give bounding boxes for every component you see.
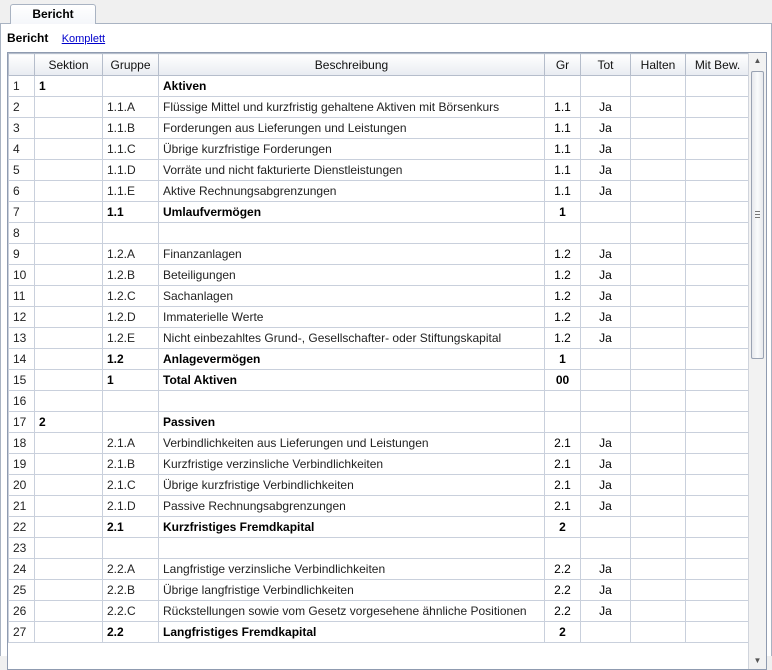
cell-sektion[interactable]: 2	[35, 412, 103, 433]
cell-gruppe[interactable]: 2.2.A	[103, 559, 159, 580]
table-row[interactable]	[9, 97, 750, 118]
column-header-gruppe[interactable]: Gruppe	[103, 54, 159, 76]
cell-halten[interactable]	[631, 118, 686, 139]
cell-mit-bew[interactable]	[686, 475, 750, 496]
table-row[interactable]	[9, 286, 750, 307]
table-body	[9, 76, 750, 643]
cell-tot[interactable]: Ja	[581, 286, 631, 307]
cell-sektion[interactable]	[35, 202, 103, 223]
cell-gr[interactable]: 2.2	[545, 559, 581, 580]
cell-halten[interactable]	[631, 328, 686, 349]
table-header-row	[9, 54, 750, 76]
cell-gruppe[interactable]: 1.1.B	[103, 118, 159, 139]
cell-beschreibung[interactable]: Finanzanlagen	[159, 244, 545, 265]
cell-mit-bew[interactable]	[686, 538, 750, 559]
row-number[interactable]: 11	[9, 286, 35, 307]
row-number-header[interactable]	[9, 54, 35, 76]
cell-tot[interactable]	[581, 391, 631, 412]
row-number[interactable]: 18	[9, 433, 35, 454]
cell-tot[interactable]: Ja	[581, 580, 631, 601]
table-row[interactable]	[9, 496, 750, 517]
cell-halten[interactable]	[631, 349, 686, 370]
table-row[interactable]	[9, 433, 750, 454]
table-row[interactable]	[9, 475, 750, 496]
cell-mit-bew[interactable]	[686, 118, 750, 139]
row-number[interactable]: 25	[9, 580, 35, 601]
cell-gr[interactable]: 2.2	[545, 601, 581, 622]
cell-beschreibung[interactable]	[159, 391, 545, 412]
cell-gruppe[interactable]: 2.2.C	[103, 601, 159, 622]
cell-gruppe[interactable]: 1.1.A	[103, 97, 159, 118]
cell-beschreibung[interactable]: Total Aktiven	[159, 370, 545, 391]
row-number[interactable]: 2	[9, 97, 35, 118]
cell-mit-bew[interactable]	[686, 412, 750, 433]
cell-gruppe[interactable]: 1.1.D	[103, 160, 159, 181]
cell-tot[interactable]: Ja	[581, 139, 631, 160]
table-row[interactable]	[9, 412, 750, 433]
cell-mit-bew[interactable]	[686, 559, 750, 580]
cell-halten[interactable]	[631, 454, 686, 475]
cell-gruppe[interactable]: 2.1.A	[103, 433, 159, 454]
cell-halten[interactable]	[631, 496, 686, 517]
cell-gruppe[interactable]: 1.2.B	[103, 265, 159, 286]
table-row[interactable]	[9, 244, 750, 265]
grip-icon	[755, 211, 760, 218]
cell-gruppe[interactable]	[103, 538, 159, 559]
cell-tot[interactable]	[581, 202, 631, 223]
cell-sektion[interactable]	[35, 328, 103, 349]
cell-mit-bew[interactable]	[686, 349, 750, 370]
cell-gruppe[interactable]	[103, 76, 159, 97]
cell-halten[interactable]	[631, 622, 686, 643]
cell-gr[interactable]	[545, 223, 581, 244]
cell-halten[interactable]	[631, 181, 686, 202]
cell-halten[interactable]	[631, 223, 686, 244]
cell-sektion[interactable]	[35, 370, 103, 391]
cell-halten[interactable]	[631, 517, 686, 538]
cell-sektion[interactable]	[35, 538, 103, 559]
scrollbar-thumb[interactable]	[751, 71, 764, 359]
row-number[interactable]: 5	[9, 160, 35, 181]
cell-gr[interactable]: 2.2	[545, 580, 581, 601]
row-number[interactable]: 23	[9, 538, 35, 559]
cell-tot[interactable]: Ja	[581, 559, 631, 580]
cell-mit-bew[interactable]	[686, 496, 750, 517]
table-row[interactable]	[9, 517, 750, 538]
cell-gruppe[interactable]	[103, 391, 159, 412]
cell-gr[interactable]: 00	[545, 370, 581, 391]
cell-tot[interactable]	[581, 412, 631, 433]
cell-beschreibung[interactable]	[159, 538, 545, 559]
view-komplett-link[interactable]: Komplett	[61, 33, 106, 45]
cell-gr[interactable]: 1.1	[545, 118, 581, 139]
table-row[interactable]	[9, 370, 750, 391]
cell-beschreibung[interactable]: Langfristige verzinsliche Verbindlichkeiten	[159, 559, 545, 580]
cell-halten[interactable]	[631, 391, 686, 412]
cell-gr[interactable]	[545, 391, 581, 412]
cell-sektion[interactable]	[35, 223, 103, 244]
row-number[interactable]: 20	[9, 475, 35, 496]
arrow-up-icon[interactable]: ▲	[753, 56, 762, 65]
cell-sektion[interactable]	[35, 622, 103, 643]
view-toolbar	[7, 31, 105, 47]
table-row[interactable]	[9, 223, 750, 244]
cell-mit-bew[interactable]	[686, 580, 750, 601]
cell-tot[interactable]	[581, 370, 631, 391]
cell-gr[interactable]: 1.1	[545, 139, 581, 160]
cell-mit-bew[interactable]	[686, 160, 750, 181]
row-number[interactable]: 8	[9, 223, 35, 244]
cell-sektion[interactable]: 1	[35, 76, 103, 97]
cell-halten[interactable]	[631, 139, 686, 160]
cell-beschreibung[interactable]: Langfristiges Fremdkapital	[159, 622, 545, 643]
cell-gruppe[interactable]: 2.1	[103, 517, 159, 538]
cell-gr[interactable]: 2	[545, 622, 581, 643]
table-row[interactable]	[9, 622, 750, 643]
row-number[interactable]: 19	[9, 454, 35, 475]
row-number[interactable]: 1	[9, 76, 35, 97]
cell-gr[interactable]	[545, 76, 581, 97]
row-number[interactable]: 9	[9, 244, 35, 265]
cell-gruppe[interactable]: 1.1.E	[103, 181, 159, 202]
cell-gruppe[interactable]: 1.1	[103, 202, 159, 223]
cell-mit-bew[interactable]	[686, 97, 750, 118]
column-header-gr[interactable]: Gr	[545, 54, 581, 76]
cell-sektion[interactable]	[35, 286, 103, 307]
cell-halten[interactable]	[631, 202, 686, 223]
cell-mit-bew[interactable]	[686, 307, 750, 328]
cell-gruppe[interactable]: 1.2.C	[103, 286, 159, 307]
cell-beschreibung[interactable]: Übrige kurzfristige Forderungen	[159, 139, 545, 160]
cell-sektion[interactable]	[35, 475, 103, 496]
cell-gr[interactable]: 2.1	[545, 496, 581, 517]
cell-beschreibung[interactable]: Kurzfristiges Fremdkapital	[159, 517, 545, 538]
cell-sektion[interactable]	[35, 601, 103, 622]
cell-tot[interactable]: Ja	[581, 244, 631, 265]
row-number[interactable]: 3	[9, 118, 35, 139]
cell-beschreibung[interactable]: Kurzfristige verzinsliche Verbindlichkeiten	[159, 454, 545, 475]
cell-tot[interactable]: Ja	[581, 454, 631, 475]
table-row[interactable]	[9, 76, 750, 97]
cell-beschreibung[interactable]: Forderungen aus Lieferungen und Leistungen	[159, 118, 545, 139]
row-number[interactable]: 14	[9, 349, 35, 370]
row-number[interactable]: 27	[9, 622, 35, 643]
cell-tot[interactable]	[581, 517, 631, 538]
cell-gr[interactable]: 1.1	[545, 181, 581, 202]
cell-mit-bew[interactable]	[686, 265, 750, 286]
row-number[interactable]: 17	[9, 412, 35, 433]
cell-beschreibung[interactable]: Immaterielle Werte	[159, 307, 545, 328]
cell-tot[interactable]: Ja	[581, 181, 631, 202]
cell-sektion[interactable]	[35, 265, 103, 286]
cell-beschreibung[interactable]: Übrige kurzfristige Verbindlichkeiten	[159, 475, 545, 496]
table-row[interactable]	[9, 601, 750, 622]
cell-gr[interactable]: 2.1	[545, 433, 581, 454]
cell-halten[interactable]	[631, 307, 686, 328]
cell-gruppe[interactable]: 1.2.A	[103, 244, 159, 265]
cell-beschreibung[interactable]: Übrige langfristige Verbindlichkeiten	[159, 580, 545, 601]
cell-halten[interactable]	[631, 538, 686, 559]
cell-beschreibung[interactable]: Aktive Rechnungsabgrenzungen	[159, 181, 545, 202]
cell-tot[interactable]: Ja	[581, 265, 631, 286]
row-number[interactable]: 22	[9, 517, 35, 538]
view-label: Bericht	[7, 31, 49, 45]
cell-gruppe[interactable]: 1.2.E	[103, 328, 159, 349]
row-number[interactable]: 12	[9, 307, 35, 328]
cell-mit-bew[interactable]	[686, 139, 750, 160]
table-row[interactable]	[9, 559, 750, 580]
row-number[interactable]: 26	[9, 601, 35, 622]
table-row[interactable]	[9, 391, 750, 412]
cell-tot[interactable]	[581, 538, 631, 559]
cell-tot[interactable]: Ja	[581, 433, 631, 454]
cell-gruppe[interactable]	[103, 223, 159, 244]
cell-beschreibung[interactable]	[159, 223, 545, 244]
cell-tot[interactable]: Ja	[581, 496, 631, 517]
cell-halten[interactable]	[631, 475, 686, 496]
tab-bericht[interactable]: Bericht	[10, 4, 96, 25]
cell-mit-bew[interactable]	[686, 601, 750, 622]
table-row[interactable]	[9, 538, 750, 559]
table-row[interactable]	[9, 118, 750, 139]
row-number[interactable]: 13	[9, 328, 35, 349]
cell-gr[interactable]: 1	[545, 202, 581, 223]
cell-halten[interactable]	[631, 412, 686, 433]
cell-tot[interactable]: Ja	[581, 160, 631, 181]
cell-gruppe[interactable]	[103, 412, 159, 433]
cell-gr[interactable]: 1.2	[545, 265, 581, 286]
cell-sektion[interactable]	[35, 580, 103, 601]
cell-beschreibung[interactable]: Beteiligungen	[159, 265, 545, 286]
column-header-tot[interactable]: Tot	[581, 54, 631, 76]
cell-gr[interactable]	[545, 412, 581, 433]
report-panel	[0, 24, 772, 665]
cell-beschreibung[interactable]: Vorräte und nicht fakturierte Dienstleistungen	[159, 160, 545, 181]
cell-halten[interactable]	[631, 97, 686, 118]
cell-beschreibung[interactable]: Passiven	[159, 412, 545, 433]
cell-halten[interactable]	[631, 580, 686, 601]
report-grid[interactable]	[7, 52, 767, 670]
cell-gr[interactable]: 1.1	[545, 160, 581, 181]
row-number[interactable]: 7	[9, 202, 35, 223]
cell-gr[interactable]: 1.2	[545, 286, 581, 307]
cell-beschreibung[interactable]: Nicht einbezahltes Grund-, Gesellschafter- oder Stiftungskapital	[159, 328, 545, 349]
table-row[interactable]	[9, 454, 750, 475]
cell-gruppe[interactable]: 2.1.D	[103, 496, 159, 517]
row-number[interactable]: 4	[9, 139, 35, 160]
cell-tot[interactable]	[581, 349, 631, 370]
cell-sektion[interactable]	[35, 391, 103, 412]
cell-mit-bew[interactable]	[686, 328, 750, 349]
cell-tot[interactable]	[581, 76, 631, 97]
table-row[interactable]	[9, 328, 750, 349]
cell-mit-bew[interactable]	[686, 433, 750, 454]
cell-sektion[interactable]	[35, 454, 103, 475]
cell-mit-bew[interactable]	[686, 391, 750, 412]
cell-halten[interactable]	[631, 76, 686, 97]
cell-sektion[interactable]	[35, 349, 103, 370]
tab-strip	[0, 0, 772, 24]
cell-gr[interactable]: 1.2	[545, 244, 581, 265]
column-header-mit-bew[interactable]: Mit Bew.	[686, 54, 750, 76]
cell-tot[interactable]: Ja	[581, 97, 631, 118]
cell-mit-bew[interactable]	[686, 181, 750, 202]
table-row[interactable]	[9, 160, 750, 181]
cell-sektion[interactable]	[35, 244, 103, 265]
cell-gruppe[interactable]: 1	[103, 370, 159, 391]
cell-beschreibung[interactable]: Umlaufvermögen	[159, 202, 545, 223]
cell-gruppe[interactable]: 1.1.C	[103, 139, 159, 160]
table-row[interactable]	[9, 349, 750, 370]
vertical-scrollbar[interactable]	[748, 53, 766, 669]
cell-tot[interactable]: Ja	[581, 601, 631, 622]
row-number[interactable]: 21	[9, 496, 35, 517]
cell-gr[interactable]	[545, 538, 581, 559]
cell-sektion[interactable]	[35, 307, 103, 328]
cell-tot[interactable]: Ja	[581, 328, 631, 349]
cell-tot[interactable]	[581, 223, 631, 244]
cell-gruppe[interactable]: 2.1.B	[103, 454, 159, 475]
cell-gruppe[interactable]: 2.1.C	[103, 475, 159, 496]
cell-halten[interactable]	[631, 433, 686, 454]
cell-beschreibung[interactable]: Passive Rechnungsabgrenzungen	[159, 496, 545, 517]
cell-gruppe[interactable]: 2.2	[103, 622, 159, 643]
row-number[interactable]: 24	[9, 559, 35, 580]
cell-tot[interactable]	[581, 622, 631, 643]
cell-mit-bew[interactable]	[686, 622, 750, 643]
column-header-halten[interactable]: Halten	[631, 54, 686, 76]
cell-mit-bew[interactable]	[686, 244, 750, 265]
cell-gruppe[interactable]: 1.2	[103, 349, 159, 370]
table-row[interactable]	[9, 580, 750, 601]
table-row[interactable]	[9, 307, 750, 328]
cell-halten[interactable]	[631, 601, 686, 622]
row-number[interactable]: 10	[9, 265, 35, 286]
table-row[interactable]	[9, 202, 750, 223]
cell-gr[interactable]: 1.2	[545, 307, 581, 328]
cell-mit-bew[interactable]	[686, 76, 750, 97]
row-number[interactable]: 15	[9, 370, 35, 391]
cell-gr[interactable]: 1.2	[545, 328, 581, 349]
cell-gr[interactable]: 2.1	[545, 454, 581, 475]
cell-sektion[interactable]	[35, 496, 103, 517]
cell-gruppe[interactable]: 2.2.B	[103, 580, 159, 601]
cell-beschreibung[interactable]: Verbindlichkeiten aus Lieferungen und Leistungen	[159, 433, 545, 454]
cell-beschreibung[interactable]: Sachanlagen	[159, 286, 545, 307]
column-header-sektion[interactable]: Sektion	[35, 54, 103, 76]
cell-halten[interactable]	[631, 265, 686, 286]
cell-halten[interactable]	[631, 370, 686, 391]
cell-gr[interactable]: 2	[545, 517, 581, 538]
cell-halten[interactable]	[631, 286, 686, 307]
table-row[interactable]	[9, 181, 750, 202]
cell-gr[interactable]: 1	[545, 349, 581, 370]
row-number[interactable]: 16	[9, 391, 35, 412]
cell-beschreibung[interactable]: Flüssige Mittel und kurzfristig gehaltene Aktiven mit Börsenkurs	[159, 97, 545, 118]
table-row[interactable]	[9, 139, 750, 160]
cell-halten[interactable]	[631, 244, 686, 265]
cell-sektion[interactable]	[35, 160, 103, 181]
cell-halten[interactable]	[631, 160, 686, 181]
cell-mit-bew[interactable]	[686, 517, 750, 538]
column-header-beschreibung[interactable]: Beschreibung	[159, 54, 545, 76]
cell-beschreibung[interactable]: Rückstellungen sowie vom Gesetz vorgesehene ähnliche Positionen	[159, 601, 545, 622]
cell-sektion[interactable]	[35, 97, 103, 118]
table-row[interactable]	[9, 265, 750, 286]
cell-sektion[interactable]	[35, 433, 103, 454]
cell-sektion[interactable]	[35, 559, 103, 580]
cell-tot[interactable]: Ja	[581, 307, 631, 328]
cell-beschreibung[interactable]: Anlagevermögen	[159, 349, 545, 370]
cell-sektion[interactable]	[35, 139, 103, 160]
cell-gruppe[interactable]: 1.2.D	[103, 307, 159, 328]
cell-mit-bew[interactable]	[686, 286, 750, 307]
cell-mit-bew[interactable]	[686, 223, 750, 244]
cell-gr[interactable]: 2.1	[545, 475, 581, 496]
cell-tot[interactable]: Ja	[581, 118, 631, 139]
cell-sektion[interactable]	[35, 517, 103, 538]
cell-mit-bew[interactable]	[686, 202, 750, 223]
cell-mit-bew[interactable]	[686, 370, 750, 391]
cell-tot[interactable]: Ja	[581, 475, 631, 496]
cell-sektion[interactable]	[35, 181, 103, 202]
cell-beschreibung[interactable]: Aktiven	[159, 76, 545, 97]
row-number[interactable]: 6	[9, 181, 35, 202]
report-table	[8, 53, 750, 643]
cell-sektion[interactable]	[35, 118, 103, 139]
cell-mit-bew[interactable]	[686, 454, 750, 475]
cell-halten[interactable]	[631, 559, 686, 580]
cell-gr[interactable]: 1.1	[545, 97, 581, 118]
arrow-down-icon[interactable]: ▼	[753, 656, 762, 665]
